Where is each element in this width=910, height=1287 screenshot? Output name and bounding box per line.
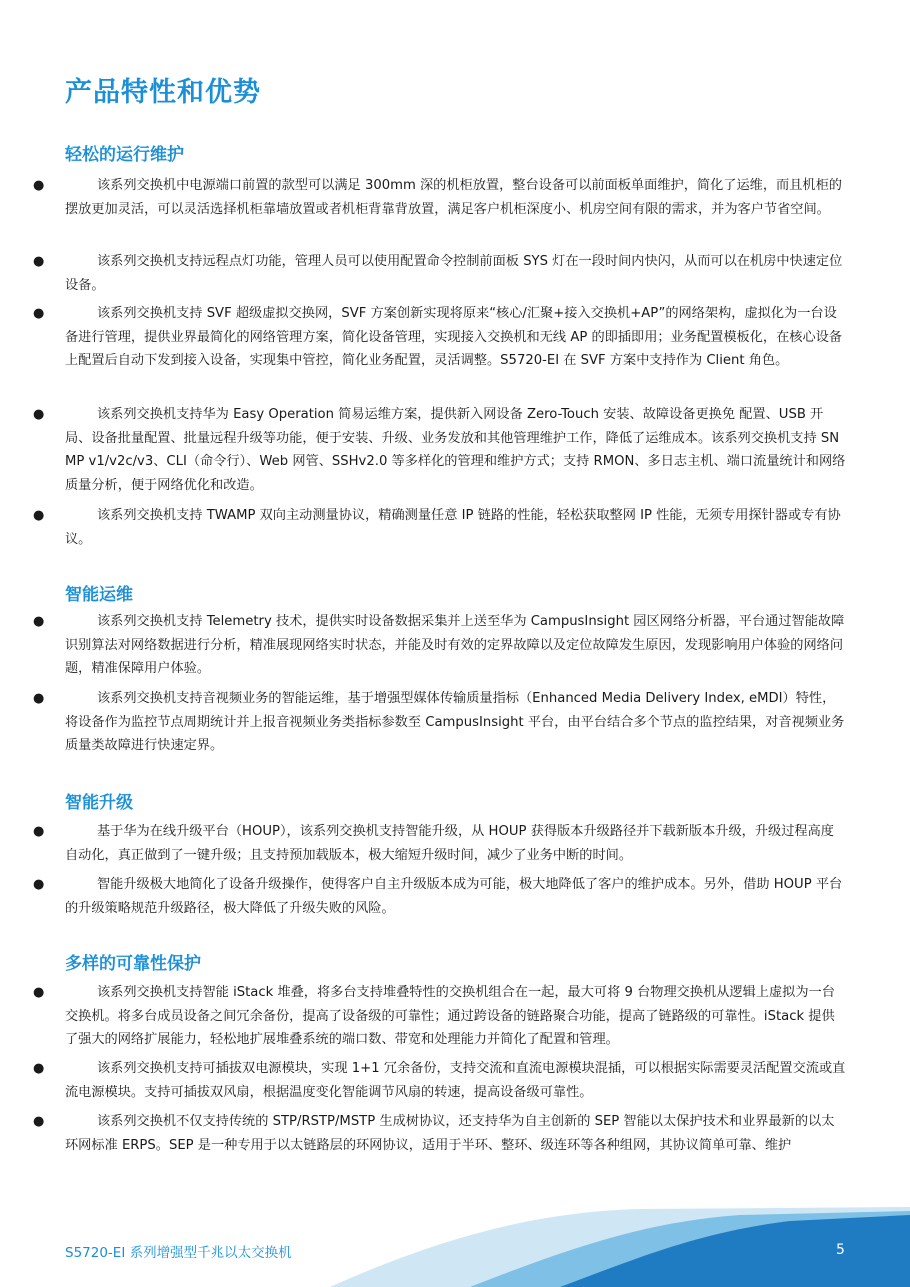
section-title-smart-upgrade: 智能升级 xyxy=(65,793,133,813)
page-number: 5 xyxy=(836,1242,845,1258)
bullet-icon: ● xyxy=(33,877,45,892)
bullet-icon: ● xyxy=(33,1114,45,1129)
footer-product-name: S5720-EI 系列增强型千兆以太交换机 xyxy=(65,1245,292,1261)
list-item: ● 该系列交换机支持可插拔双电源模块，实现 1+1 冗余备份，支持交流和直流电源模块混插，可以根据实际需要灵活配置交流或直流电源模块。支持可插拔双风扇，根据温度变化智能调节风扇的转速，提高设备级可靠性。 xyxy=(65,1057,847,1104)
bullet-icon: ● xyxy=(33,691,45,706)
bullet-icon: ● xyxy=(33,254,45,269)
list-item: ● 该系列交换机支持 TWAMP 双向主动测量协议，精确测量任意 IP 链路的性能，轻松获取整网 IP 性能，无须专用探针器或专有协议。 xyxy=(65,504,847,551)
list-item: ● 该系列交换机支持华为 Easy Operation 简易运维方案，提供新入网设备 Zero-Touch 安装、故障设备更换免 配置、USB 开局、设备批量配置、批量远程升级等功能，便于安装、升级、业务发放和其他管理维护工作，降低了运维成本。该系列交换机支持 SNMP v1/v2c/v3、CLI（命令行）、Web 网管、SSHv2.0 等多样化的管理和维护方式；支持 RMON、多日志主机、端口流量统计和网络质量分析，便于网络优化和改造。 xyxy=(65,403,847,497)
bullet-icon: ● xyxy=(33,508,45,523)
list-item: ● 该系列交换机支持远程点灯功能，管理人员可以使用配置命令控制前面板 SYS 灯在一段时间内快闪，从而可以在机房中快速定位设备。 xyxy=(65,250,847,297)
bullet-icon: ● xyxy=(33,407,45,422)
list-item: ● 智能升级极大地简化了设备升级操作，使得客户自主升级版本成为可能，极大地降低了客户的维护成本。另外，借助 HOUP 平台的升级策略规范升级路径，极大降低了升级失败的风险。 xyxy=(65,873,847,920)
page-title: 产品特性和优势 xyxy=(65,77,261,108)
bullet-icon: ● xyxy=(33,824,45,839)
list-item: ● 该系列交换机中电源端口前置的款型可以满足 300mm 深的机柜放置，整台设备可以前面板单面维护，简化了运维，而且机柜的摆放更加灵活，可以灵活选择机柜靠墙放置或者机柜背靠背放置，满足客户机柜深度小、机房空间有限的需求，并为客户节省空间。 xyxy=(65,174,847,221)
section-title-smart-ops: 智能运维 xyxy=(65,585,133,605)
bullet-icon: ● xyxy=(33,306,45,321)
list-item: ● 该系列交换机支持音视频业务的智能运维，基于增强型媒体传输质量指标（Enhanced Media Delivery Index, eMDI）特性，将设备作为监控节点周期统计并上报音视频业务类指标参数至 CampusInsight 平台，由平台结合多个节点的监控结果，对音视频业务质量类故障进行快速定界。 xyxy=(65,687,847,758)
bullet-icon: ● xyxy=(33,985,45,1000)
list-item: ● 该系列交换机支持 SVF 超级虚拟交换网，SVF 方案创新实现将原来“核心/汇聚+接入交换机+AP”的网络架构，虚拟化为一台设备进行管理，提供业界最简化的网络管理方案，简化设备管理，实现接入交换机和无线 AP 的即插即用；业务配置模板化，在核心设备上配置后自动下发到接入设备，实现集中管控，简化业务配置，灵活调整。S5720-EI 在 SVF 方案中支持作为 Client 角色。 xyxy=(65,302,847,373)
list-item: ● 该系列交换机支持 Telemetry 技术，提供实时设备数据采集并上送至华为 CampusInsight 园区网络分析器，平台通过智能故障识别算法对网络数据进行分析，精准展现网络实时状态，并能及时有效的定界故障以及定位故障发生原因，发现影响用户体验的网络问题，精准保障用户体验。 xyxy=(65,610,847,681)
list-item: ● 基于华为在线升级平台（HOUP），该系列交换机支持智能升级，从 HOUP 获得版本升级路径并下载新版本升级，升级过程高度自动化，真正做到了一键升级；且支持预加载版本，极大缩短升级时间，减少了业务中断的时间。 xyxy=(65,820,847,867)
section-title-operation: 轻松的运行维护 xyxy=(65,145,184,165)
list-item: ● 该系列交换机支持智能 iStack 堆叠，将多台支持堆叠特性的交换机组合在一起，最大可将 9 台物理交换机从逻辑上虚拟为一台交换机。将多台成员设备之间冗余备份，提高了设备级的可靠性；通过跨设备的链路聚合功能，提高了链路级的可靠性。iStack 提供了强大的网络扩展能力，轻松地扩展堆叠系统的端口数、带宽和处理能力并简化了配置和管理。 xyxy=(65,981,847,1052)
section-title-reliability: 多样的可靠性保护 xyxy=(65,954,201,974)
list-item: ● 该系列交换机不仅支持传统的 STP/RSTP/MSTP 生成树协议，还支持华为自主创新的 SEP 智能以太保护技术和业界最新的以太环网标准 ERPS。SEP 是一种专用于以太链路层的环网协议，适用于半环、整环、级连环等各种组网，其协议简单可靠、维护 xyxy=(65,1110,847,1157)
bullet-icon: ● xyxy=(33,614,45,629)
bullet-icon: ● xyxy=(33,178,45,193)
bullet-icon: ● xyxy=(33,1061,45,1076)
